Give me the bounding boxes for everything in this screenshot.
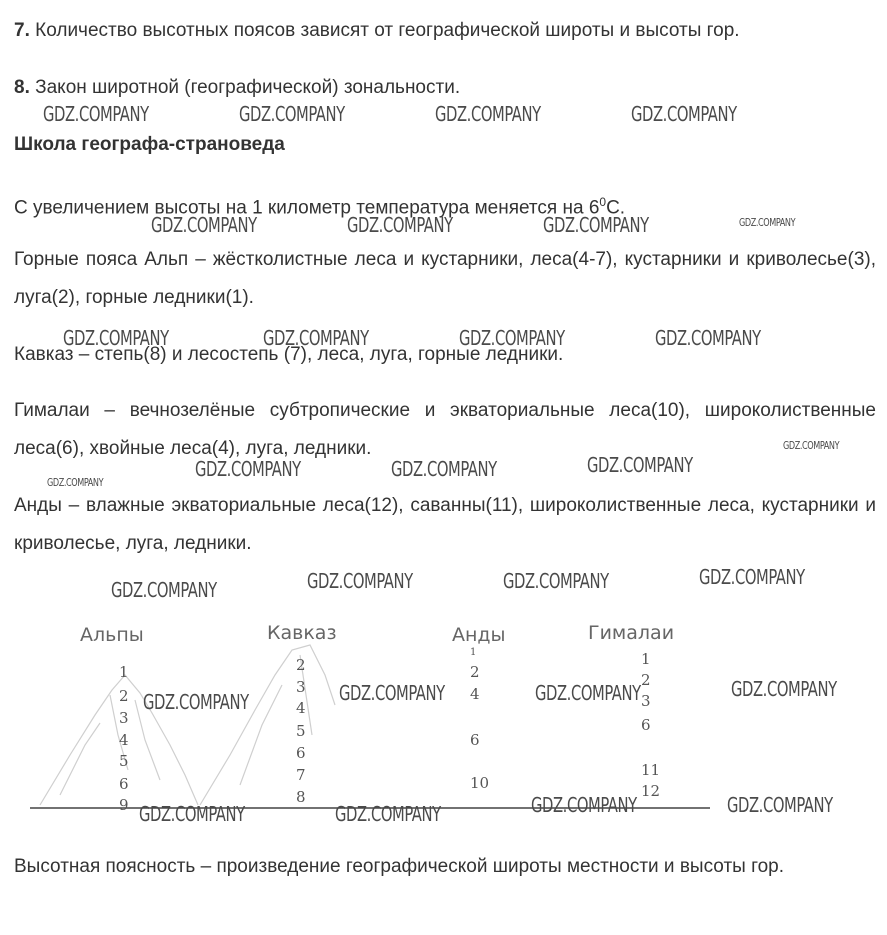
- watermark: GDZ.COMPANY: [339, 681, 445, 705]
- temperature-line: С увеличением высоты на 1 километр температура меняется на $6^0С$.: [14, 195, 626, 219]
- belt-number: 1: [119, 663, 129, 681]
- altitudinal-zones-diagram: [0, 605, 887, 830]
- watermark: GDZ.COMPANY: [139, 802, 245, 826]
- belt-number: 2: [641, 671, 651, 689]
- watermark: GDZ.COMPANY: [391, 457, 497, 481]
- caucasus-belts: [296, 656, 306, 806]
- watermark: GDZ.COMPANY: [111, 578, 217, 602]
- watermark: GDZ.COMPANY: [727, 793, 833, 817]
- mountain-title-alps: Альпы: [80, 624, 144, 646]
- watermark: GDZ.COMPANY: [347, 213, 453, 237]
- andes-belts: [470, 647, 489, 792]
- section-title: Школа географа-страноведа: [14, 134, 285, 155]
- himalaya-belts: [641, 650, 660, 800]
- belt-number: 12: [641, 782, 661, 800]
- item-7: [14, 12, 876, 50]
- caucasus-paragraph: Кавказ – степь(8) и лесостепь (7), леса, луга, горные ледники.: [14, 344, 564, 365]
- watermark: GDZ.COMPANY: [587, 453, 693, 477]
- belt-number: 4: [470, 685, 480, 703]
- watermark: GDZ.COMPANY: [151, 213, 257, 237]
- belt-number: 2: [119, 687, 129, 705]
- watermark: GDZ.COMPANY: [783, 439, 840, 452]
- belt-number: 5: [119, 752, 129, 770]
- watermark: GDZ.COMPANY: [307, 569, 413, 593]
- belt-number: 6: [470, 731, 480, 749]
- conclusion-paragraph: Высотная поясность – произведение географической широты местности и высоты гор.: [14, 856, 785, 877]
- belt-number: 3: [296, 678, 306, 696]
- watermark: GDZ.COMPANY: [731, 677, 837, 701]
- watermark: GDZ.COMPANY: [435, 102, 541, 126]
- belt-number: 4: [119, 731, 129, 749]
- belt-number: 9: [119, 796, 129, 814]
- watermark: GDZ.COMPANY: [459, 326, 565, 350]
- item-8-text: Закон широтной (географической) зональности.: [29, 77, 461, 98]
- belt-number: 6: [296, 744, 306, 762]
- item-8: [14, 69, 876, 107]
- himalaya-paragraph: Гималаи – вечнозелёные субтропические и экваториальные леса(10), широколиственные леса(6), хвойные леса(4), луга, ледники.: [14, 400, 876, 459]
- watermark: GDZ.COMPANY: [631, 102, 737, 126]
- belt-number: 6: [119, 775, 129, 793]
- item-7-text: Количество высотных поясов зависят от географической широты и высоты гор.: [29, 20, 740, 41]
- watermark: GDZ.COMPANY: [543, 213, 649, 237]
- belt-number: 2: [470, 663, 480, 681]
- alps-belts: [119, 663, 129, 814]
- belt-number: 3: [641, 692, 651, 710]
- mountain-sketches: [40, 645, 335, 805]
- watermark: GDZ.COMPANY: [531, 793, 637, 817]
- watermark: GDZ.COMPANY: [655, 326, 761, 350]
- watermark: GDZ.COMPANY: [63, 326, 169, 350]
- watermark: GDZ.COMPANY: [263, 326, 369, 350]
- watermark: GDZ.COMPANY: [535, 681, 641, 705]
- item-8-number: 8.: [14, 77, 30, 98]
- mountain-title-caucasus: Кавказ: [267, 622, 337, 644]
- belt-number: 1: [470, 647, 477, 658]
- belt-number: 1: [641, 650, 651, 668]
- belt-number: 6: [641, 716, 651, 734]
- watermark: GDZ.COMPANY: [739, 216, 796, 229]
- mountain-title-himalaya: Гималаи: [588, 622, 675, 644]
- watermark: GDZ.COMPANY: [239, 102, 345, 126]
- belt-number: 11: [641, 761, 661, 779]
- belt-number: 3: [119, 709, 129, 727]
- belt-number: 8: [296, 788, 306, 806]
- watermark: GDZ.COMPANY: [503, 569, 609, 593]
- alps-paragraph: Горные пояса Альп – жёстколистные леса и кустарники, леса(4-7), кустарники и криволесье(3), луга(2), горные ледники(1).: [14, 249, 876, 308]
- watermark: GDZ.COMPANY: [43, 102, 149, 126]
- belt-number: 4: [296, 699, 306, 717]
- belt-number: 2: [296, 656, 306, 674]
- belt-number: 7: [296, 766, 306, 784]
- andes-paragraph: Анды – влажные экваториальные леса(12), саванны(11), широколиственные леса, кустарники и криволесье, луга, ледники.: [14, 495, 876, 554]
- mountain-title-andes: Анды: [452, 624, 506, 646]
- watermark: GDZ.COMPANY: [335, 802, 441, 826]
- watermark: GDZ.COMPANY: [143, 690, 249, 714]
- belt-number: 5: [296, 722, 306, 740]
- watermark: GDZ.COMPANY: [195, 457, 301, 481]
- watermark: GDZ.COMPANY: [699, 565, 805, 589]
- watermark: GDZ.COMPANY: [47, 476, 104, 489]
- belt-number: 10: [470, 774, 490, 792]
- item-7-number: 7.: [14, 20, 30, 41]
